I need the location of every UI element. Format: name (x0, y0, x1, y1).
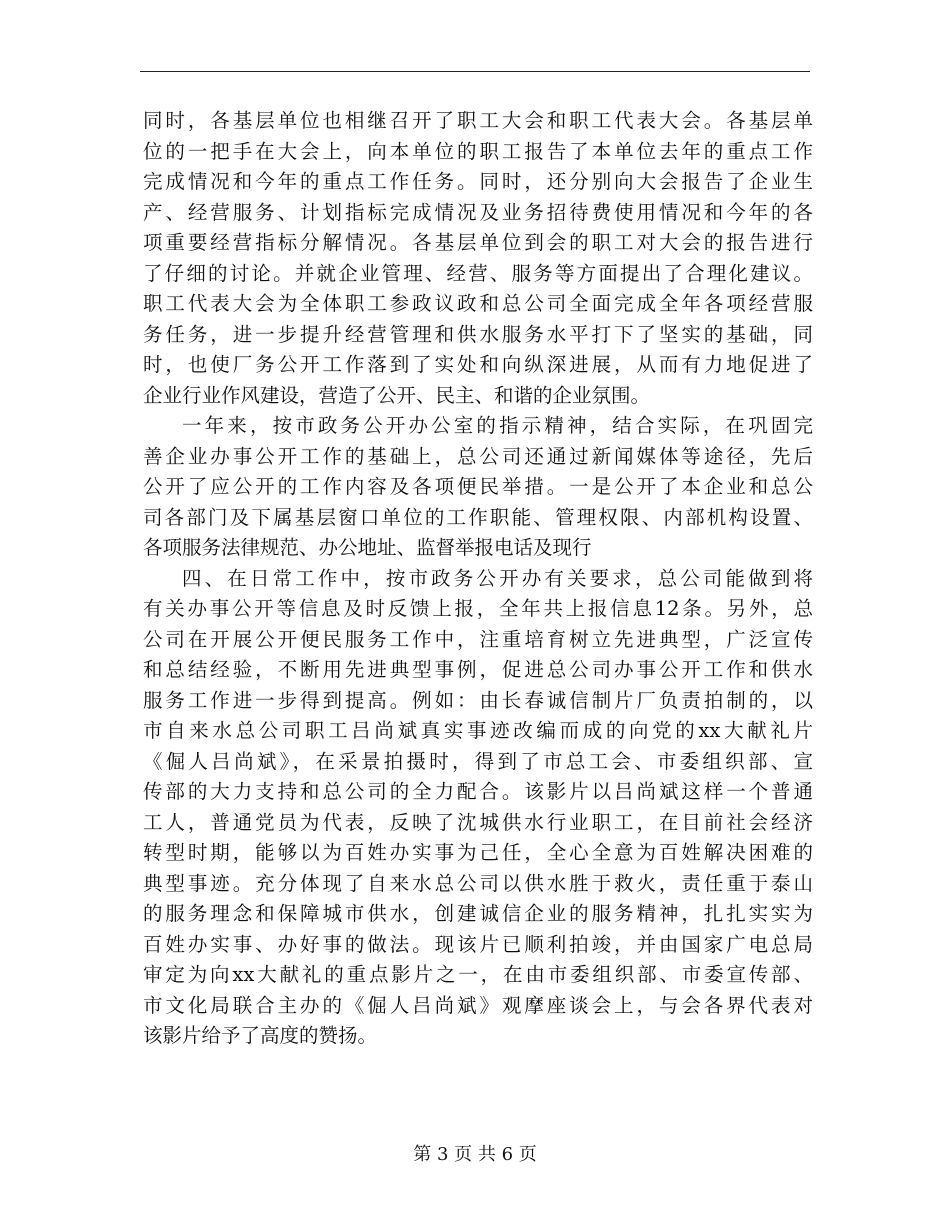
text-line: 产、经营服务、计划指标完成情况及业务招待费使用情况和今年的各 (143, 200, 813, 224)
text-line: 项重要经营指标分解情况。各基层单位到会的职工对大会的报告进行 (143, 231, 813, 254)
text-line: 传部的大力支持和总公司的全力配合。该影片以吕尚斌这样一个普通 (143, 780, 813, 803)
text-line: 完成情况和今年的重点工作任务。同时，还分别向大会报告了企业生 (143, 170, 813, 193)
text-line: 四、在日常工作中，按市政务公开办有关要求，总公司能做到将 (182, 566, 813, 590)
text-line: 市文化局联合主办的《倔人吕尚斌》观摩座谈会上，与会各界代表对 (143, 993, 813, 1017)
text-line: 务任务，进一步提升经营管理和供水服务水平打下了坚实的基础，同 (143, 322, 813, 346)
text-line: 服务工作进一步得到提高。例如：由长春诚信制片厂负责拍制的，以 (143, 688, 813, 712)
text-line: 有关办事公开等信息及时反馈上报，全年共上报信息12条。另外，总 (143, 597, 813, 620)
text-line: 和总结经验，不断用先进典型事例，促进总公司办事公开工作和供水 (143, 658, 813, 681)
text-line: 同时，各基层单位也相继召开了职工大会和职工代表大会。各基层单 (143, 109, 813, 132)
text-line: 一年来，按市政务公开办公室的指示精神，结合实际，在巩固完 (182, 414, 813, 437)
text-line: 司各部门及下属基层窗口单位的工作职能、管理权限、内部机构设置、 (143, 505, 813, 529)
text-line: 转型时期，能够以为百姓办实事为己任，全心全意为百姓解决困难的 (143, 841, 813, 864)
text-line: 各项服务法律规范、办公地址、监督举报电话及现行 (143, 536, 592, 559)
page-number-footer: 第 3 页 共 6 页 (413, 1144, 537, 1165)
text-line: 企业行业作风建设，营造了公开、民主、和谐的企业氛围。 (143, 383, 651, 407)
text-line: 善企业办事公开工作的基础上，总公司还通过新闻媒体等途径，先后 (143, 444, 813, 468)
text-line: 的服务理念和保障城市供水，创建诚信企业的服务精神，扎扎实实为 (143, 902, 813, 925)
text-line: 审定为向xx大献礼的重点影片之一，在由市委组织部、市委宣传部、 (143, 963, 813, 986)
text-line: 该影片给予了高度的赞扬。 (143, 1024, 378, 1047)
text-line: 《倔人吕尚斌》，在采景拍摄时，得到了市总工会、市委组织部、宣 (143, 749, 813, 773)
text-line: 百姓办实事、办好事的做法。现该片已顺利拍竣，并由国家广电总局 (143, 932, 813, 956)
text-line: 工人，普通党员为代表，反映了沈城供水行业职工，在目前社会经济 (143, 810, 813, 834)
text-line: 公司在开展公开便民服务工作中，注重培育树立先进典型，广泛宣传 (143, 627, 813, 651)
text-line: 市自来水总公司职工吕尚斌真实事迹改编而成的向党的xx大献礼片 (143, 719, 813, 742)
text-line: 典型事迹。充分体现了自来水总公司以供水胜于救火，责任重于泰山 (143, 871, 813, 895)
text-line: 了仔细的讨论。并就企业管理、经营、服务等方面提出了合理化建议。 (143, 261, 813, 285)
text-line: 时，也使厂务公开工作落到了实处和向纵深进展，从而有力地促进了 (143, 353, 813, 376)
text-line: 职工代表大会为全体职工参政议政和总公司全面完成全年各项经营服 (143, 292, 813, 315)
text-line: 公开了应公开的工作内容及各项便民举措。一是公开了本企业和总公 (143, 475, 813, 498)
document-body (143, 106, 813, 1052)
header-rule (140, 71, 810, 72)
text-line: 位的一把手在大会上，向本单位的职工报告了本单位去年的重点工作 (143, 139, 813, 163)
